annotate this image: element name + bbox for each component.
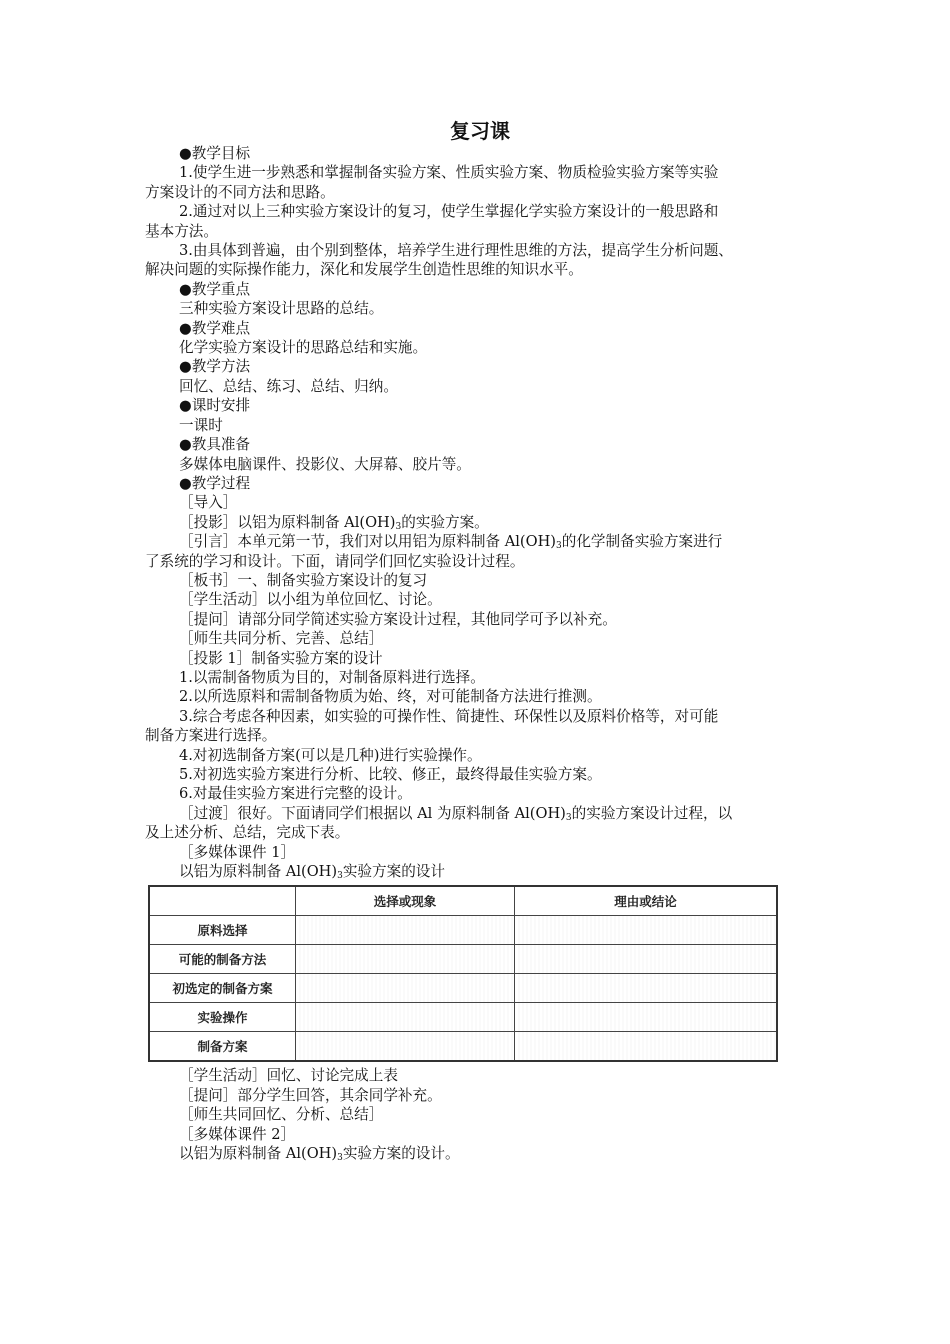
after-activity-line: ［学生活动］回忆、讨论完成上表: [179, 1067, 398, 1085]
table-cell: [296, 1032, 515, 1062]
media-2-line: ［多媒体课件 2］: [179, 1125, 296, 1143]
tools-heading: ●教具准备: [179, 436, 251, 454]
schedule-heading: ●课时安排: [179, 397, 251, 415]
table-cell: [515, 1003, 778, 1032]
key-point-heading: ●教学重点: [179, 280, 251, 298]
table-header-cell: 选择或现象: [296, 886, 515, 916]
table-cell: [515, 974, 778, 1003]
table-row: [149, 974, 777, 1003]
student-activity-line: ［学生活动］以小组为单位回忆、讨论。: [179, 591, 442, 609]
table-cell: [296, 974, 515, 1003]
table-row-label: 初选定的制备方案: [149, 974, 296, 1003]
schedule-text: 一课时: [179, 416, 223, 434]
step-3-line-2: 制备方案进行选择。: [145, 727, 277, 745]
table-cell: [515, 916, 778, 945]
step-1: 1.以需制备物质为目的，对制备原料进行选择。: [179, 668, 485, 686]
intro-label: ［导入］: [179, 494, 238, 512]
subscript: 3: [556, 541, 562, 552]
step-6: 6.对最佳实验方案进行完整的设计。: [179, 785, 412, 803]
document-page: [145, 118, 815, 1163]
table-row-label: 原料选择: [149, 916, 296, 945]
subscript: 3: [395, 521, 402, 532]
table-row: [149, 945, 777, 974]
table-row: [149, 1003, 777, 1032]
table-header-cell: 理由或结论: [515, 886, 778, 916]
subscript: 3: [565, 812, 572, 823]
projection-line: ［投影］以铝为原料制备 $Al(OH)_3$的实验方案。: [179, 513, 489, 532]
board-line: ［板书］一、制备实验方案设计的复习: [179, 571, 428, 589]
table-cell: [296, 916, 515, 945]
step-5: 5.对初选实验方案进行分析、比较、修正，最终得最佳实验方案。: [179, 766, 602, 783]
table-caption: 以铝为原料制备 $Al(OH)_3$实验方案的设计: [179, 863, 445, 882]
subscript: 3: [337, 871, 343, 882]
key-point-text: 三种实验方案设计思路的总结。: [179, 300, 384, 318]
table-row-label: 实验操作: [149, 1003, 296, 1032]
joint-line: ［师生共同分析、完善、总结］: [179, 630, 384, 648]
final-line: 以铝为原料制备 $Al(OH)_3$实验方案的设计。: [179, 1145, 460, 1164]
table-row-label: 可能的制备方法: [149, 945, 296, 974]
table-row: [149, 1032, 777, 1062]
difficulty-heading: ●教学难点: [179, 319, 251, 337]
objective-2-line-2: 基本方法。: [145, 222, 218, 240]
table-cell: [296, 1003, 515, 1032]
step-4: 4.对初选制备方案(可以是几种)进行实验操作。: [179, 746, 482, 764]
table-cell: [296, 945, 515, 974]
table-cell: [515, 945, 778, 974]
transition-line-1: ［过渡］很好。下面请同学们根据以 Al 为原料制备 $Al(OH)_3$的实验方案设计过程，以: [179, 804, 733, 823]
after-joint-line: ［师生共同回忆、分析、总结］: [179, 1106, 384, 1124]
objective-1-line-2: 方案设计的不同方法和思路。: [145, 183, 335, 201]
process-heading: ●教学过程: [179, 474, 251, 492]
projection-1-line: ［投影 1］制备实验方案的设计: [179, 649, 383, 667]
media-1-line: ［多媒体课件 1］: [179, 843, 296, 861]
table-row: [149, 916, 777, 945]
step-2: 2.以所选原料和需制备物质为始、终，对可能制备方法进行推测。: [179, 688, 602, 706]
design-table: [148, 885, 778, 1062]
method-text: 回忆、总结、练习、总结、归纳。: [179, 377, 398, 395]
objective-3-line-2: 解决问题的实际操作能力，深化和发展学生创造性思维的知识水平。: [145, 261, 583, 279]
table-header-cell: [149, 886, 296, 916]
lead-line-1: ［引言］本单元第一节，我们对以用铝为原料制备 $Al(OH)_3$的化学制备实验方案进行: [179, 533, 723, 552]
objective-1-line-1: 1.使学生进一步熟悉和掌握制备实验方案、性质实验方案、物质检验实验方案等实验: [179, 164, 719, 182]
objective-2-line-1: 2.通过对以上三种实验方案设计的复习，使学生掌握化学实验方案设计的一般思路和: [179, 203, 719, 221]
objective-3-line-1: 3.由具体到普遍，由个别到整体，培养学生进行理性思维的方法，提高学生分析问题、: [179, 242, 733, 260]
after-question-line: ［提问］部分学生回答，其余同学补充。: [179, 1086, 442, 1104]
objectives-heading: ●教学目标: [179, 145, 251, 162]
transition-line-2: 及上述分析、总结，完成下表。: [145, 824, 350, 842]
lead-line-2: 了系统的学习和设计。下面，请同学们回忆实验设计过程。: [145, 552, 525, 570]
table-cell: [515, 1032, 778, 1062]
difficulty-text: 化学实验方案设计的思路总结和实施。: [179, 339, 428, 357]
method-heading: ●教学方法: [179, 358, 251, 376]
table-header-row: [149, 886, 777, 916]
design-table-wrap: [148, 885, 815, 1062]
question-line: ［提问］请部分同学简述实验方案设计过程，其他同学可予以补充。: [179, 610, 617, 628]
tools-text: 多媒体电脑课件、投影仪、大屏幕、胶片等。: [179, 455, 471, 473]
table-row-label: 制备方案: [149, 1032, 296, 1062]
subscript: 3: [337, 1153, 343, 1164]
step-3-line-1: 3.综合考虑各种因素，如实验的可操作性、简捷性、环保性以及原料价格等，对可能: [179, 707, 719, 725]
page-title: 复习课: [450, 119, 510, 143]
